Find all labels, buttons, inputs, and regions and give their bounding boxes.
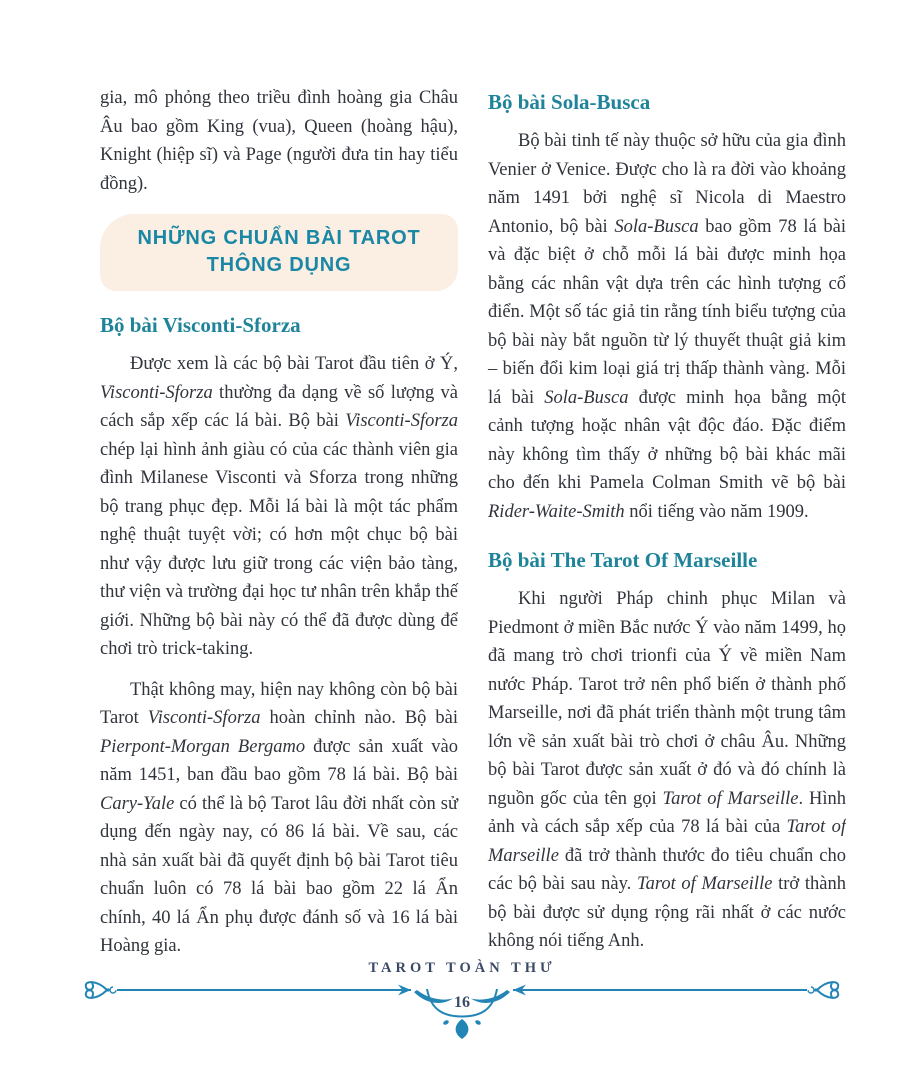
page-number: 16 — [454, 994, 470, 1011]
banner-title-line2: THÔNG DỤNG — [206, 254, 352, 276]
right-column — [488, 84, 846, 960]
marseille-paragraph: Khi người Pháp chinh phục Milan và Piedmont ở miền Bắc nước Ý vào năm 1499, họ đã mang trò chơi trionfi của Ý về miền Nam nước Pháp. Tarot trở nên phổ biến ở thành phố Marseille, nơi đã phát triển thành một trung tâm lớn về sản xuất bài trò chơi ở châu Âu. Những bộ bài Tarot được sản xuất ở đó và đó chính là nguồn gốc của tên gọi Tarot of Marseille. Hình ảnh và cách sắp xếp của 78 lá bài của Tarot of Marseille đã trở thành thước đo tiêu chuẩn cho các bộ bài sau này. Tarot of Marseille trở thành bộ bài được sử dụng rộng rãi nhất ở các nước không nói tiếng Anh. — [488, 589, 846, 951]
right-flourish-icon — [814, 982, 838, 998]
divider-line-left — [110, 985, 411, 996]
heading-sola-busca: Bộ bài Sola-Busca — [488, 90, 651, 114]
page-footer — [0, 960, 924, 1040]
banner-title-line1: NHỮNG CHUẨN BÀI TAROT — [137, 227, 421, 249]
section-banner — [100, 214, 458, 291]
visconti-paragraph-2: Thật không may, hiện nay không còn bộ bài Tarot Visconti-Sforza hoàn chỉnh nào. Bộ bài Pierpont-Morgan Bergamo được sản xuất vào năm 1451, ban đầu bao gồm 78 lá bài. Bộ bài Cary-Yale có thể là bộ Tarot lâu đời nhất còn sử dụng đến ngày nay, có 86 lá bài. Về sau, các nhà sản xuất bài đã quyết định bộ bài Tarot tiêu chuẩn luôn có 78 lá bài bao gồm 22 lá Ẩn chính, 40 lá Ẩn phụ được đánh số và 16 lá bài Hoàng gia. — [100, 679, 458, 956]
text-columns — [100, 84, 846, 960]
divider-line-right — [513, 985, 814, 996]
left-flourish-icon — [86, 982, 110, 998]
book-title: TAROT TOÀN THƯ — [368, 960, 556, 976]
visconti-paragraph-1: Được xem là các bộ bài Tarot đầu tiên ở Ý, Visconti-Sforza thường đa dạng về số lượng và cách sắp xếp các lá bài. Bộ bài Visconti-Sforza chép lại hình ảnh giàu có của các thành viên gia đình Milanese Visconti và Sforza trong những bộ trang phục đẹp. Mỗi lá bài là một tác phẩm nghệ thuật tuyệt vời; có hơn một chục bộ bài như vậy được lưu giữ trong các viện bảo tàng, thư viện và trường đại học tư nhân trên khắp thế giới. Những bộ bài này có thể đã được dùng để chơi trò trick-taking. — [100, 354, 458, 659]
heading-tarot-of-marseille: Bộ bài The Tarot Of Marseille — [488, 548, 758, 572]
footer-divider — [77, 978, 847, 1040]
intro-paragraph: gia, mô phỏng theo triều đình hoàng gia Châu Âu bao gồm King (vua), Queen (hoàng hậu), Knight (hiệp sĩ) và Page (người đưa tin hay tiểu đồng). — [100, 88, 458, 194]
heading-visconti-sforza: Bộ bài Visconti-Sforza — [100, 313, 301, 337]
sola-busca-paragraph: Bộ bài tinh tế này thuộc sở hữu của gia đình Venier ở Venice. Được cho là ra đời vào khoảng năm 1491 bởi nghệ sĩ Nicola di Maestro Antonio, bộ bài Sola-Busca bao gồm 78 lá bài và đặc biệt ở chỗ mỗi lá bài được minh họa bằng các nhân vật dựa trên các hình tượng cổ điển. Một số tác giả tin rằng tính biểu tượng của bộ bài này bắt nguồn từ lý thuyết thuật giả kim – biến đổi kim loại giá trị thấp thành vàng. Mỗi lá bài Sola-Busca được minh họa bằng một cảnh tượng hoặc nhân vật độc đáo. Đặc điểm này không tìm thấy ở những bộ bài khác mãi cho đến khi Pamela Colman Smith vẽ bộ bài Rider-Waite-Smith nổi tiếng vào năm 1909. — [488, 131, 846, 522]
left-column — [100, 84, 458, 960]
footer-ornament — [77, 978, 847, 1040]
